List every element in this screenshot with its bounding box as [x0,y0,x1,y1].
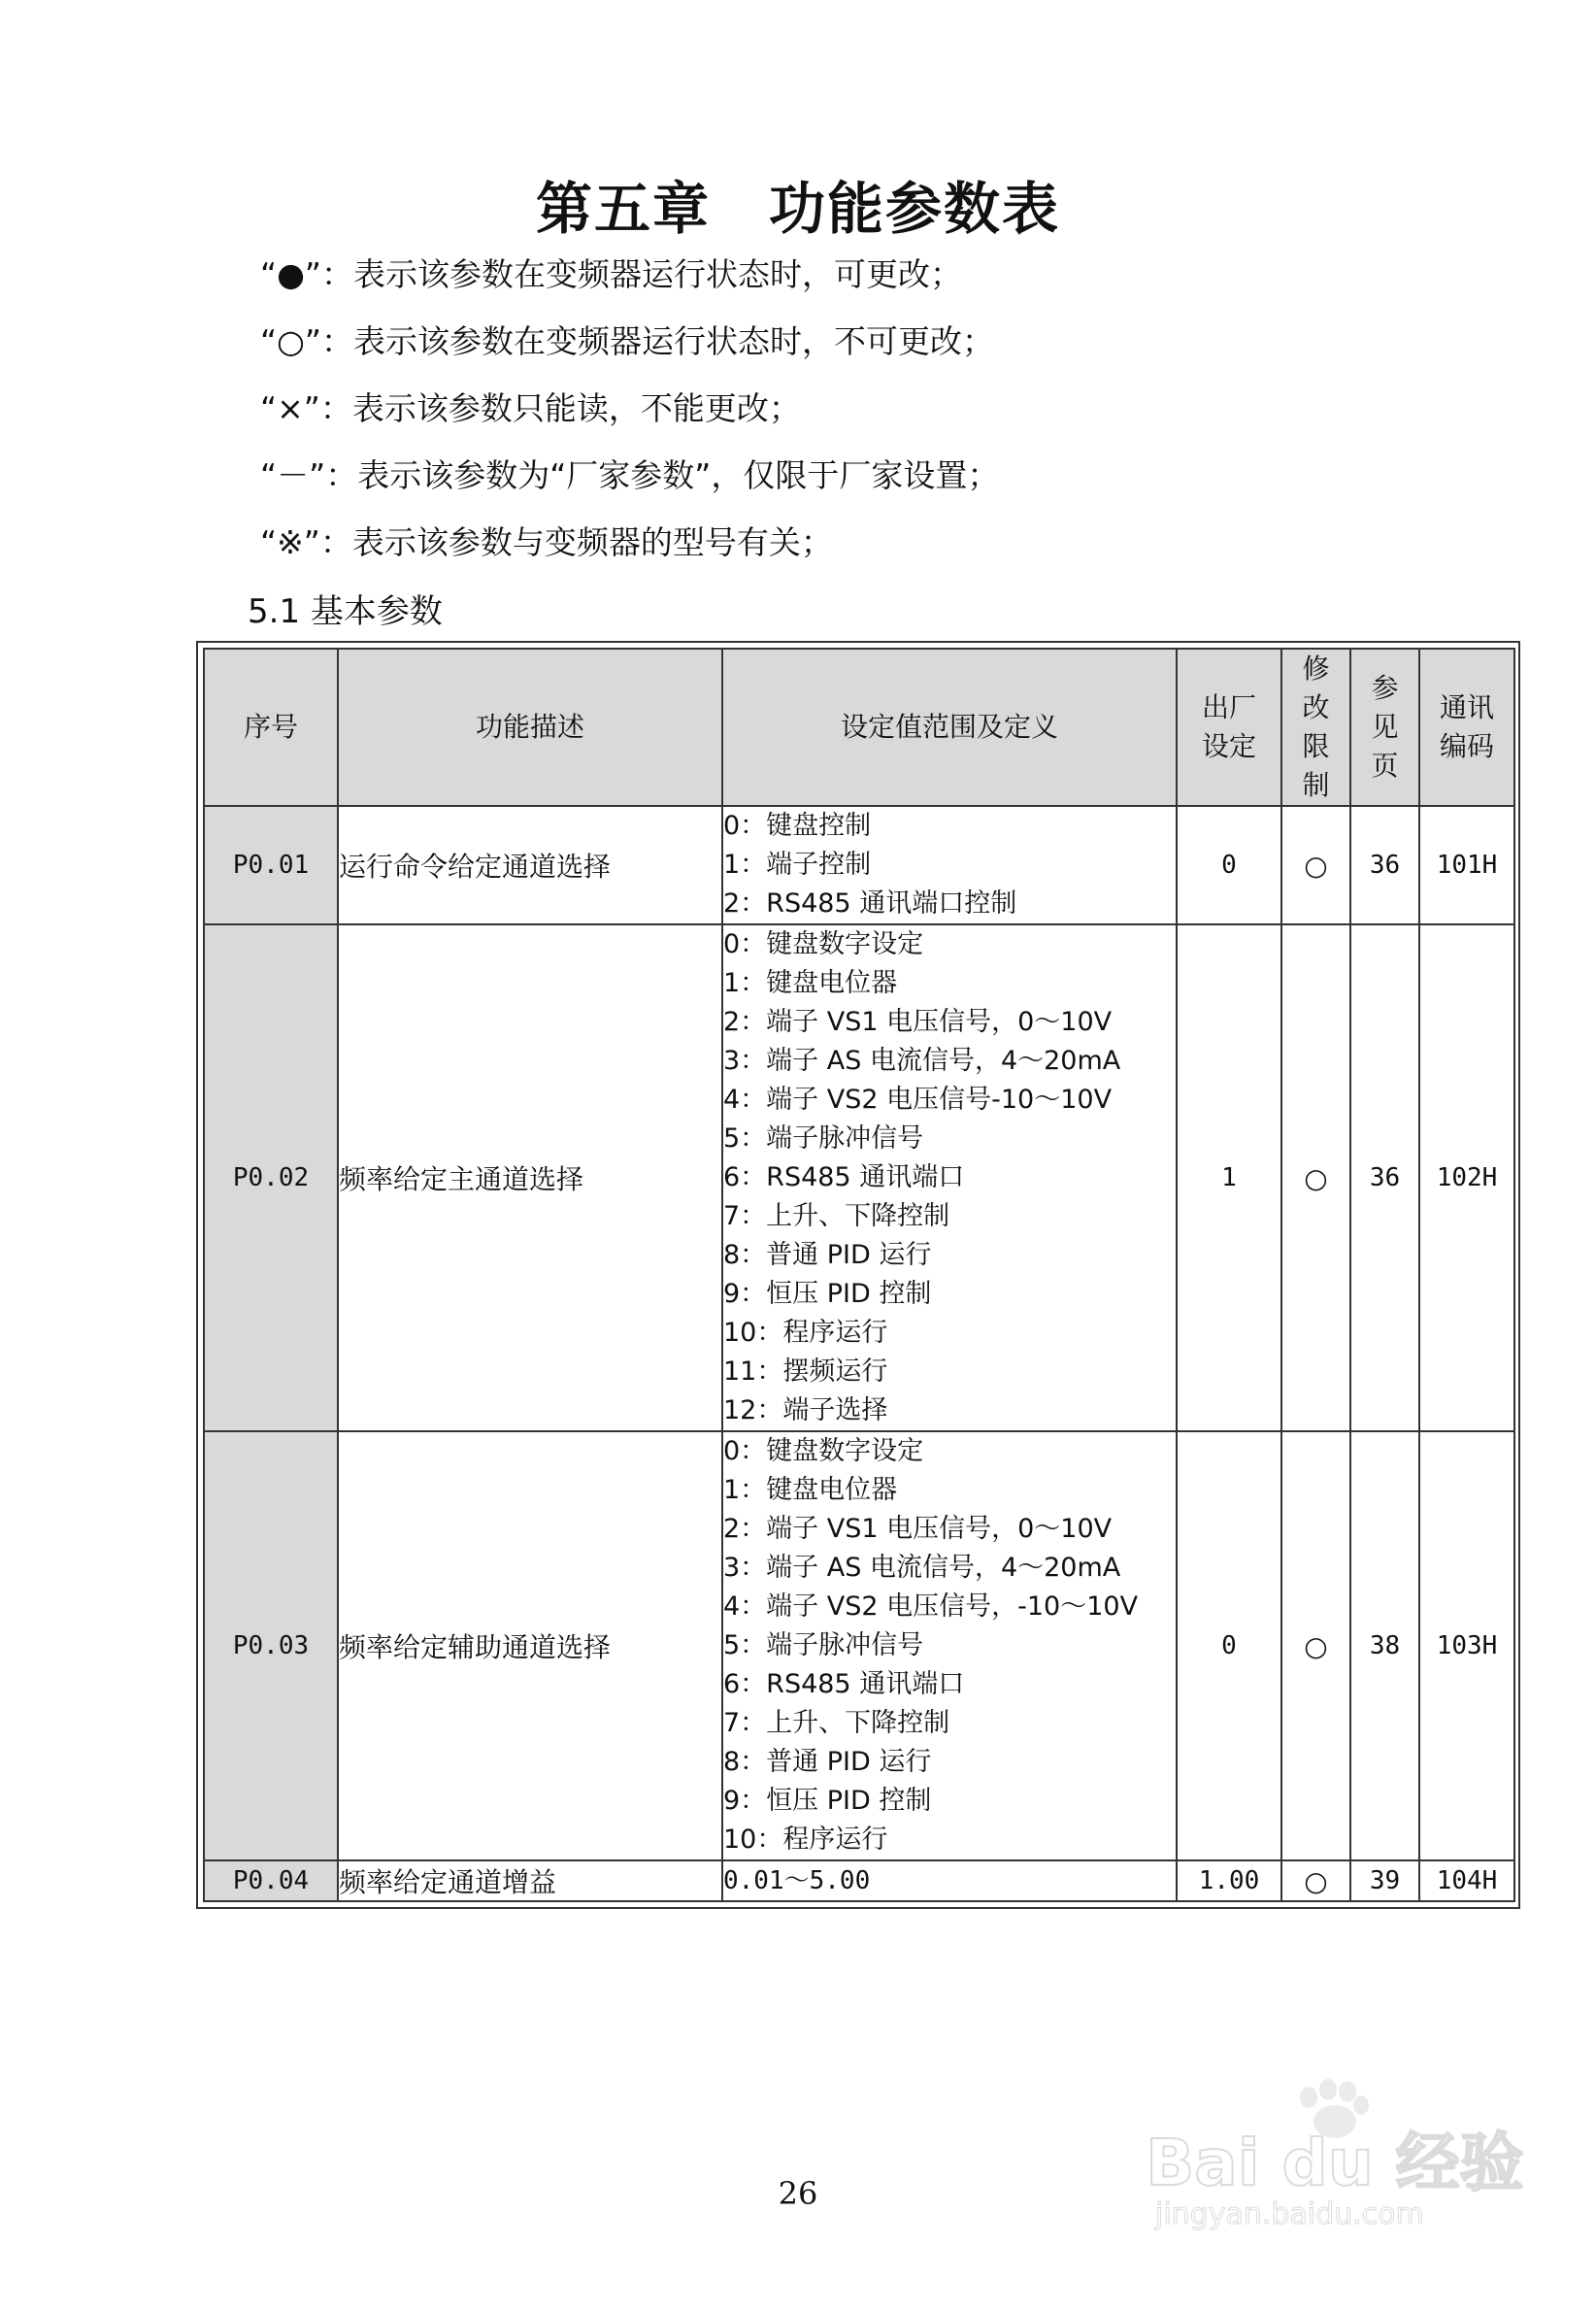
range-option: 3：端子 AS 电流信号，4～20mA [723,1553,1121,1583]
range-option: 5：端子脉冲信号 [723,1123,924,1154]
param-code: P0.03 [204,1431,338,1860]
table-row [204,1860,1514,1901]
header-reference-page: 参 见 页 [1350,649,1419,806]
watermark-url: jingyan.baidu.com [1155,2197,1424,2231]
modify-symbol: ○ [1281,806,1350,924]
param-code: P0.04 [204,1860,338,1901]
modify-symbol: ○ [1281,1860,1350,1901]
range-option: 1：键盘电位器 [723,968,898,998]
range-option: 10：程序运行 [723,1825,888,1855]
range-option: 11：摆频运行 [723,1356,888,1387]
factory-value: 0 [1177,806,1281,924]
range-option: 4：端子 VS2 电压信号，-10～10V [723,1591,1139,1622]
reference-page: 39 [1350,1860,1419,1901]
range-option: 5：端子脉冲信号 [723,1630,924,1660]
range-option: 7：上升、下降控制 [723,1708,950,1738]
table-row [204,924,1514,1431]
legend-item-not-editable-running: “○”：表示该参数在变频器运行状态时，不可更改； [260,322,994,360]
comm-code: 103H [1419,1431,1514,1860]
legend-item-model-dependent: “※”：表示该参数与变频器的型号有关； [260,523,833,561]
range-option: 8：普通 PID 运行 [723,1747,932,1777]
header-range: 设定值范围及定义 [722,649,1177,806]
param-code: P0.01 [204,806,338,924]
range-option: 1：键盘电位器 [723,1475,898,1505]
comm-code: 101H [1419,806,1514,924]
comm-code: 102H [1419,924,1514,1431]
range-option: 0.01～5.00 [723,1866,871,1895]
range-option: 9：恒压 PID 控制 [723,1279,932,1309]
range-option: 2：端子 VS1 电压信号，0～10V [723,1514,1113,1544]
table-row [204,1431,1514,1860]
range-option: 9：恒压 PID 控制 [723,1786,932,1816]
baidu-jingyan-watermark [1136,2078,1524,2233]
range-option: 6：RS485 通讯端口 [723,1162,965,1192]
range-option: 12：端子选择 [723,1395,888,1425]
watermark-brand: Bai du 经验 [1146,2126,1524,2200]
symbol-legend [260,251,999,586]
header-comm-code: 通讯 编码 [1419,649,1514,806]
range-option: 7：上升、下降控制 [723,1201,950,1231]
comm-code: 104H [1419,1860,1514,1901]
parameter-table-frame [196,641,1520,1909]
range-option: 2：端子 VS1 电压信号，0～10V [723,1007,1113,1037]
range-option: 1：端子控制 [723,850,872,880]
reference-page: 36 [1350,806,1419,924]
range-option: 8：普通 PID 运行 [723,1240,932,1270]
table-header-row [204,649,1514,806]
factory-value: 1 [1177,924,1281,1431]
factory-value: 1.00 [1177,1860,1281,1901]
range-option: 4：端子 VS2 电压信号-10～10V [723,1085,1113,1115]
factory-value: 0 [1177,1431,1281,1860]
range-option: 2：RS485 通讯端口控制 [723,888,1017,919]
range-option: 0：键盘数字设定 [723,929,924,959]
header-factory-setting: 出厂 设定 [1177,649,1281,806]
range-option: 6：RS485 通讯端口 [723,1669,965,1699]
range-option: 0：键盘控制 [723,811,872,841]
table-row [204,806,1514,924]
param-code: P0.02 [204,924,338,1431]
param-range [722,1860,1177,1901]
modify-symbol: ○ [1281,924,1350,1431]
legend-item-read-only: “×”：表示该参数只能读，不能更改； [260,389,801,427]
modify-symbol: ○ [1281,1431,1350,1860]
section-heading: 5.1 基本参数 [248,592,443,631]
page-title: 第五章 功能参数表 [535,176,1060,242]
range-option: 10：程序运行 [723,1318,888,1348]
header-seq: 序号 [204,649,338,806]
parameter-table [203,648,1515,1902]
header-function: 功能描述 [338,649,722,806]
legend-item-editable-running: “●”：表示该参数在变频器运行状态时，可更改； [260,255,962,293]
param-range [722,1431,1177,1860]
reference-page: 38 [1350,1431,1419,1860]
reference-page: 36 [1350,924,1419,1431]
header-modify-limit: 修 改 限 制 [1281,649,1350,806]
legend-item-factory-parameter: “－”：表示该参数为“厂家参数”，仅限于厂家设置； [260,456,1000,494]
param-description: 频率给定主通道选择 [338,924,722,1431]
param-range [722,924,1177,1431]
range-option: 0：键盘数字设定 [723,1436,924,1466]
param-range [722,806,1177,924]
page-number: 26 [778,2175,818,2212]
param-description: 频率给定通道增益 [338,1860,722,1901]
param-description: 运行命令给定通道选择 [338,806,722,924]
param-description: 频率给定辅助通道选择 [338,1431,722,1860]
range-option: 3：端子 AS 电流信号，4～20mA [723,1046,1121,1076]
